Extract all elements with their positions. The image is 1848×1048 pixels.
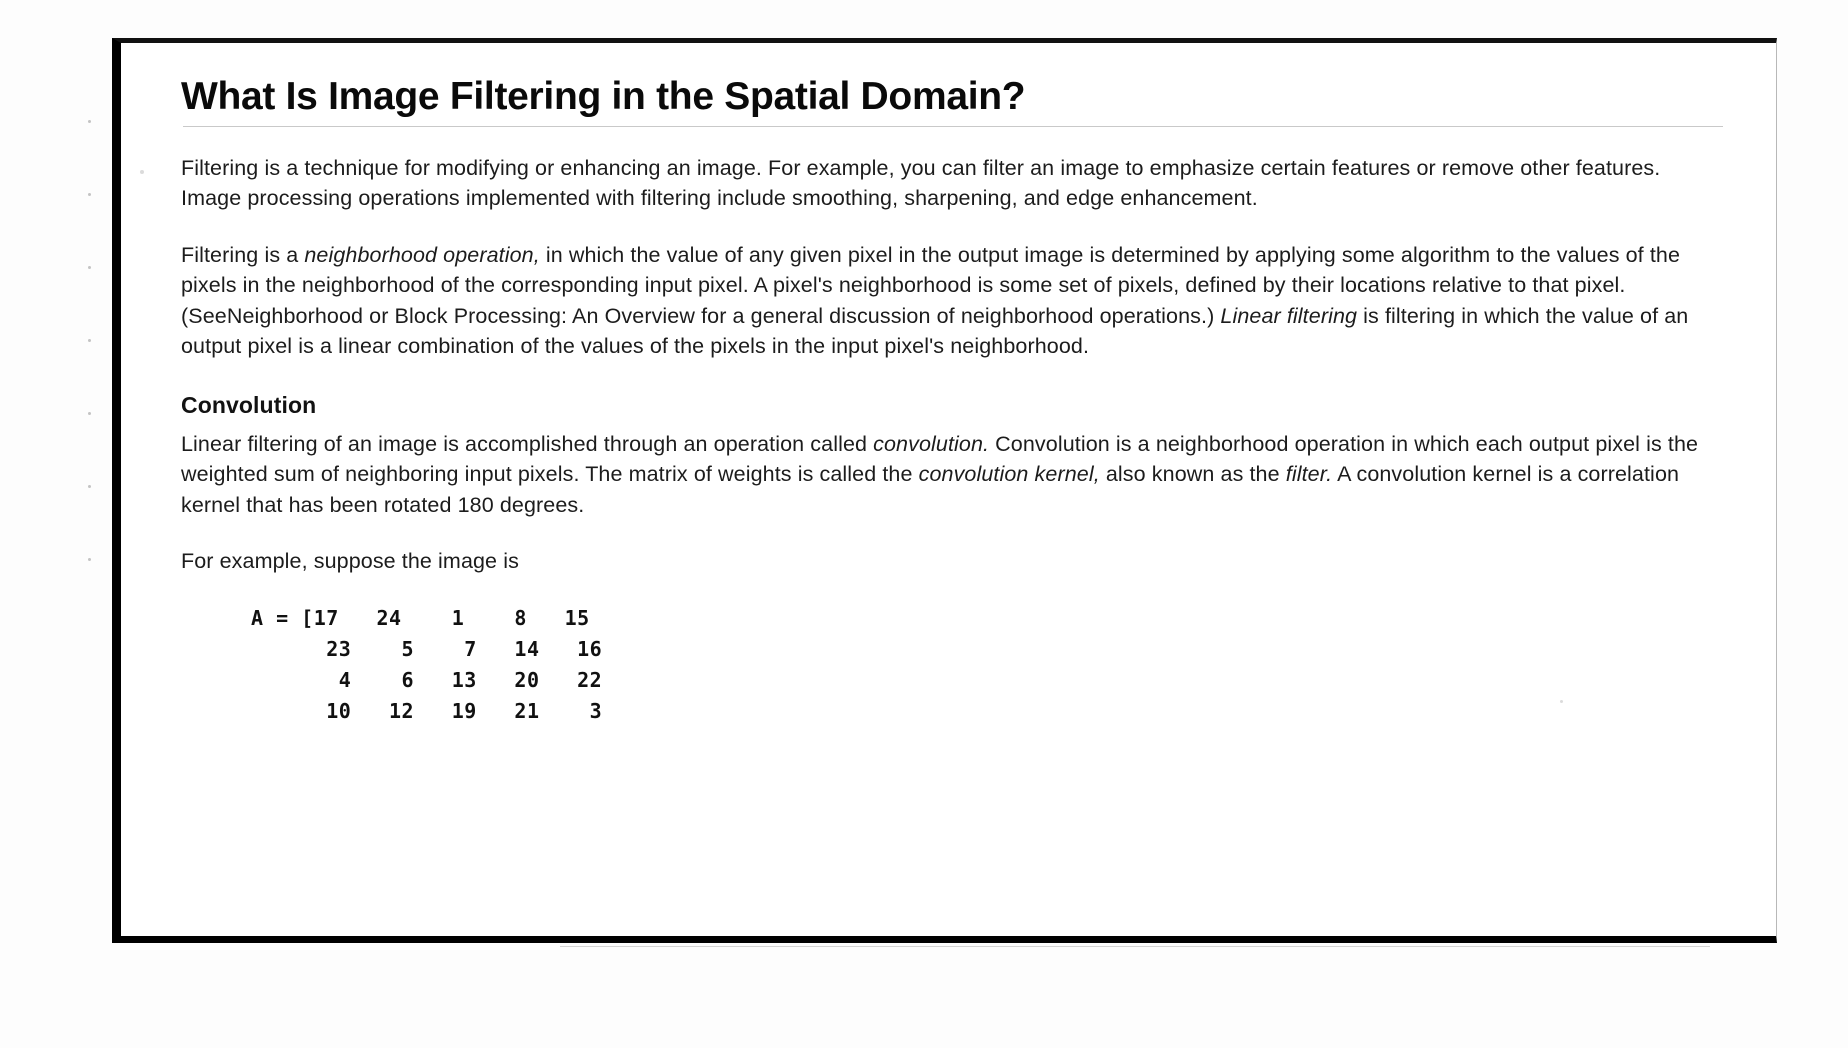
matrix-cell: 21 [514, 699, 540, 723]
matrix-open-bracket: [ [301, 606, 314, 630]
matrix-A [251, 603, 1736, 727]
title-divider [183, 126, 1723, 127]
paragraph-example-intro: For example, suppose the image is [181, 549, 519, 574]
slide-frame [112, 38, 1777, 943]
matrix-cell: 16 [577, 637, 603, 661]
matrix-cell: 13 [451, 668, 477, 692]
matrix-cell: 14 [514, 637, 540, 661]
page-title: What Is Image Filtering in the Spatial Domain? [181, 75, 1026, 118]
matrix-cell: 19 [451, 699, 477, 723]
slide-content [121, 43, 1776, 936]
matrix-row [251, 696, 1736, 727]
scan-speck [140, 170, 144, 174]
matrix-cell: 7 [464, 637, 477, 661]
matrix-cell: 15 [564, 606, 590, 630]
matrix-cell: 6 [401, 668, 415, 692]
matrix-cell: 10 [326, 699, 352, 723]
matrix-cell: 23 [326, 637, 352, 661]
matrix-row [251, 665, 1736, 696]
matrix-cell: 20 [514, 668, 540, 692]
paragraph-neighborhood: Filtering is a neighborhood operation, in which the value of any given pixel in the output image is determined by applying some algorithm to the values of the pixels in the neighborhood of the corresponding input pixel. A pixel's neighborhood is some set of pixels, defined by their locations relative to that pixel. (SeeNeighborhood or Block Processing: An Overview for a general discussion of neighborhood operations.) Linear filtering is filtering in which the value of an output pixel is a linear combination of the values of the pixels in the input pixel's neighborhood. [181, 242, 1689, 359]
matrix-cell: 12 [388, 699, 415, 723]
matrix-cell: 1 [451, 606, 465, 630]
paragraph-convolution: Linear filtering of an image is accomplished through an operation called convolution. Convolution is a neighborhood operation in which each output pixel is the weighted sum of neighboring input pixels. The matrix of weights is called the convolution kernel, also known as the filter. A convolution kernel is a correlation kernel that has been rotated 180 degrees. [181, 431, 1699, 517]
matrix-label: A = [251, 606, 289, 630]
scan-artifact-dots [88, 120, 92, 760]
matrix-cell: 22 [577, 668, 603, 692]
matrix-cell: 24 [376, 606, 402, 630]
scan-artifact-line [560, 946, 1710, 947]
paragraph-intro: Filtering is a technique for modifying or enhancing an image. For example, you can filter an image to emphasize certain features or remove other features. Image processing operations implemented with filtering include smoothing, sharpening, and edge enhancement. [181, 155, 1661, 211]
matrix-cell: 5 [401, 637, 415, 661]
matrix-cell: 17 [313, 606, 339, 630]
matrix-cell: 3 [589, 699, 603, 723]
matrix-row [251, 603, 1736, 634]
scan-speck [1560, 700, 1563, 703]
matrix-cell: 4 [338, 668, 352, 692]
section-heading-convolution: Convolution [181, 391, 317, 418]
matrix-row [251, 634, 1736, 665]
matrix-cell: 8 [514, 606, 527, 630]
